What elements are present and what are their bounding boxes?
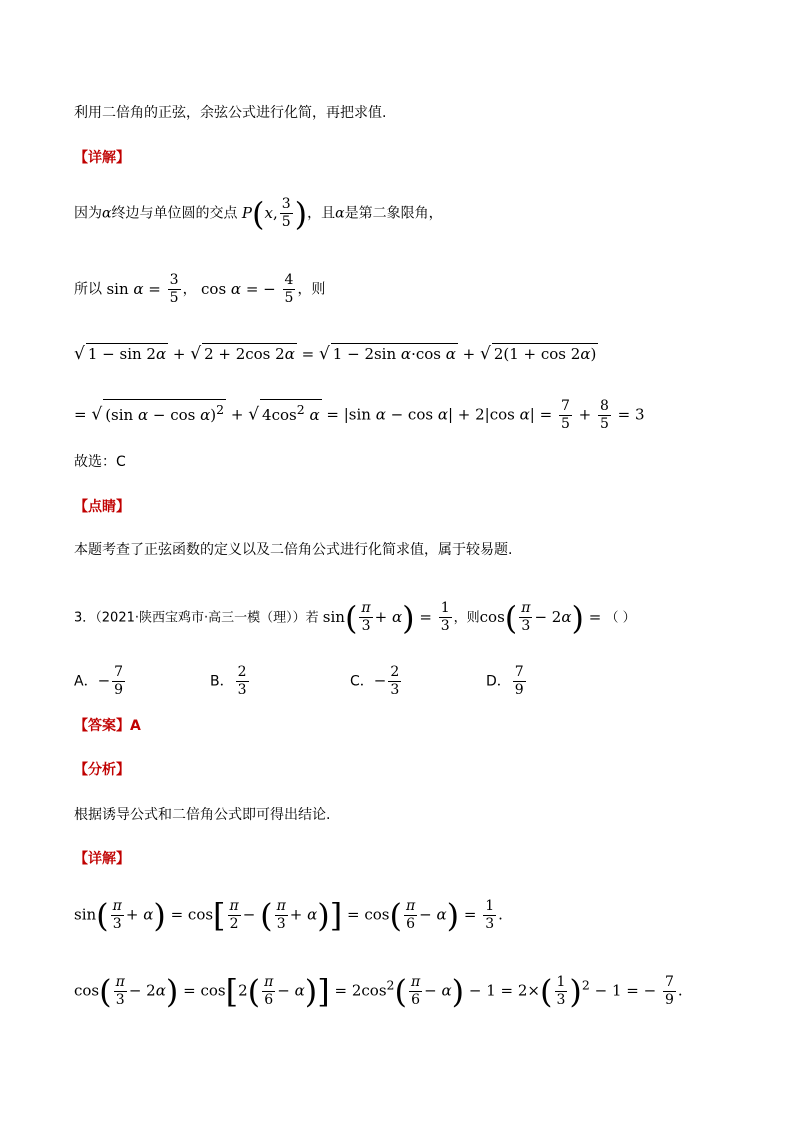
detail-heading-1: 【详解】 <box>74 150 130 166</box>
option-d: D． $\frac{7}{9}$ <box>486 664 524 698</box>
question-blank: （ ） <box>605 610 636 626</box>
option-a: A．− $\frac{7}{9}$ <box>74 664 124 698</box>
choice-line: 故选：C <box>74 454 126 470</box>
intro-text: 利用二倍角的正弦，余弦公式进行化简，再把求值. <box>74 105 387 121</box>
options-row <box>74 664 594 704</box>
option-c: C．− $\frac{2}{3}$ <box>350 664 400 698</box>
answer-value: A <box>130 718 141 734</box>
equation-line-1: √ 1 − sin 2α + √ 2 + 2cos 2α = √ 1 − 2sin α·cos α + √ 2(1 + cos 2α) <box>74 344 597 364</box>
question-number: 3． <box>74 610 96 626</box>
fenxi-text: 根据诱导公式和二倍角公式即可得出结论. <box>74 807 331 823</box>
text-so: 所以 <box>74 281 102 298</box>
text-quadrant: 是第二象限角， <box>344 205 443 222</box>
answer-heading: 【答案】 <box>74 718 130 734</box>
equation-line-3: sin( $\frac{\pi}{3}$ + α) = cos[ $\frac{\pi}{2}$ − ( $\frac{\pi}{3}$ + α)] = cos( $\frac{\pi}{6}$ − α) = $\frac{1}{3}$ . <box>74 896 503 935</box>
question-source: （2021·陕西宝鸡市·高三一模（理））若 <box>95 610 319 626</box>
dianjing-text: 本题考查了正弦函数的定义以及二倍角公式进行化简求值，属于较易题. <box>74 542 513 558</box>
detail-line-2: 所以 sin α = $\frac{3}{5}$ ， cos α = − $\frac{4}{5}$ ，则 <box>74 272 326 306</box>
dianjing-heading: 【点睛】 <box>74 499 130 515</box>
fenxi-heading: 【分析】 <box>74 762 130 778</box>
equation-line-2: = √ (sin α − cos α)$^2$ + √ $4\cos^2$ α = |sin α − cos α| + 2|cos α| = $\frac{7}{5}$ + $\frac{8}{5}$ = 3 <box>74 398 645 432</box>
detail-heading-2: 【详解】 <box>74 851 130 867</box>
text-and: ，且 <box>307 205 336 222</box>
text-terminal-side: 终边与单位圆的交点 <box>111 205 238 222</box>
detail-line-1: 因为α终边与单位圆的交点 P(x, $\frac{3}{5}$ )，且α是第二象限角， <box>74 194 443 233</box>
option-b: B． $\frac{2}{3}$ <box>210 664 247 698</box>
equation-line-4: cos( $\frac{\pi}{3}$ − 2α) = cos[2( $\frac{\pi}{6}$ − $\alpha)] = 2\cos^2$( $\frac{\pi}{6}$ − α) − 1 = 2×( $\frac{1}{3}$ )$^2$ − 1 = − $\frac{7}{9}$ . <box>74 972 683 1011</box>
question-then: ，则 <box>453 610 480 626</box>
question-3: 3．（2021·陕西宝鸡市·高三一模（理））若 sin( $\frac{\pi}{3}$ + α) = $\frac{1}{3}$ ，则cos( $\frac{\pi}{3}$ − 2α) = （ ） <box>74 598 636 637</box>
text-comma: ， <box>182 281 197 298</box>
alpha-symbol: α <box>102 205 112 222</box>
text-because: 因为 <box>74 205 102 222</box>
text-then: ，则 <box>297 281 326 298</box>
answer-line <box>74 716 141 736</box>
